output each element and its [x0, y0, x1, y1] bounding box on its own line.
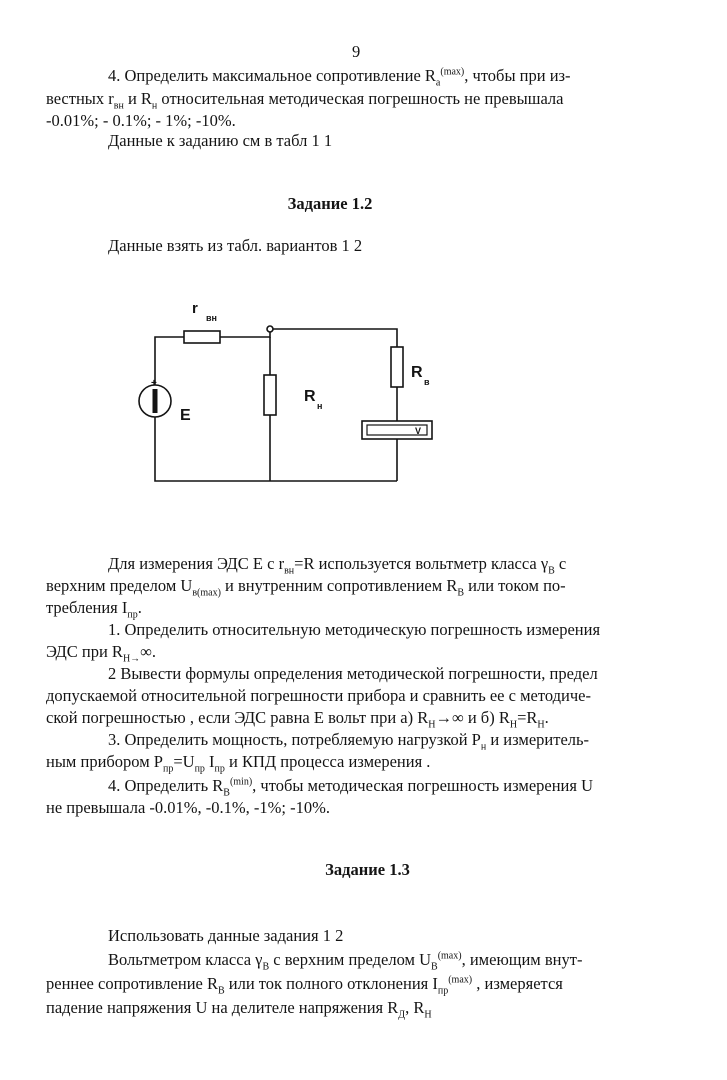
task4-line-4: Данные к заданию см в табл 1 1 [108, 131, 333, 150]
section-1-3-line-2: Вольтметром класса $\gamma_В$ с верхним пределом $U_В^{(max)}$, имеющим внут- [108, 950, 583, 973]
q2-line-2: допускаемой относительной погрешности прибора и сравнить ее с методиче- [46, 686, 591, 705]
task4-line-2: вестных $r_{вн}$ и $R_н$ относительная методическая погрешность не превышала [46, 89, 564, 112]
section-title-1-3: Задание 1.3 [325, 860, 410, 879]
section-1-2-data-line: Данные взять из табл. вариантов 1 2 [108, 236, 363, 255]
p1-line-1: Для измерения ЭДС E с $r_{вн}=R$ используется вольтметр класса $\gamma_В$ с [108, 554, 567, 577]
task4-line-3: -0.01%; - 0.1%; - 1%; -10%. [46, 111, 236, 130]
label-r-internal-sub: вн [206, 313, 217, 323]
label-rn-sub: н [317, 401, 323, 411]
wire-bottom [155, 417, 397, 481]
circuit-diagram [120, 285, 450, 495]
task4-line-1: 4. Определить максимальное сопротивление $R_a^{(max)}$, чтобы при из- [108, 66, 571, 89]
label-r-internal: r [192, 300, 198, 317]
q1-line-2: ЭДС при $R_{Н\to}\infty$. [46, 642, 157, 665]
wire-left-top [155, 337, 184, 385]
q1-line-1: 1. Определить относительную методическую погрешность измерения [108, 620, 601, 639]
label-voltmeter: V [415, 426, 422, 436]
label-emf: E [180, 407, 191, 424]
q3-line-1: 3. Определить мощность, потребляемую нагрузкой $P_н$ и измеритель- [108, 730, 590, 753]
q2-line-3: ской погрешностью , если ЭДС равна E вольт при а) $R_Н\to\infty$ и б) $R_Н=R_Н$. [46, 708, 549, 731]
p1-line-2: верхним пределом $U_{в(max)}$ и внутренним сопротивлением $R_В$ или током по- [46, 576, 566, 599]
section-1-3-line-4: падение напряжения U на делителе напряжения $R_Д$, $R_Н$ [46, 998, 432, 1021]
resistor-rv [391, 347, 403, 387]
q4-line-1: 4. Определить $R_В^{(min)}$, чтобы методическая погрешность измерения U [108, 776, 594, 799]
resistor-rn [264, 375, 276, 415]
emf-plus-sign: + [151, 378, 157, 389]
q3-line-2: ным прибором $P_{пр}=U_{пр}$ $I_{пр}$ и КПД процесса измерения . [46, 752, 431, 775]
voltmeter-body [362, 421, 432, 439]
q2-line-1: 2 Вывести формулы определения методической погрешности, предел [108, 664, 598, 683]
label-rn: R [304, 388, 316, 405]
p1-line-3: требления $I_{пр}$. [46, 598, 142, 621]
section-title-1-2: Задание 1.2 [287, 194, 373, 213]
q4-line-2: не превышала -0.01%, -0.1%, -1%; -10%. [46, 798, 330, 817]
label-rv-sub: в [424, 377, 430, 387]
label-rv: R [411, 364, 423, 381]
wire-top [220, 329, 397, 347]
section-1-3-line-1: Использовать данные задания 1 2 [108, 926, 344, 945]
node-top [267, 326, 273, 332]
section-1-3-line-3: реннее сопротивление $R_В$ или ток полного отклонения $I_{пр}^{(max)}$ , измеряется [46, 974, 563, 997]
resistor-r-internal [184, 331, 220, 343]
page-number: 9 [352, 42, 361, 61]
